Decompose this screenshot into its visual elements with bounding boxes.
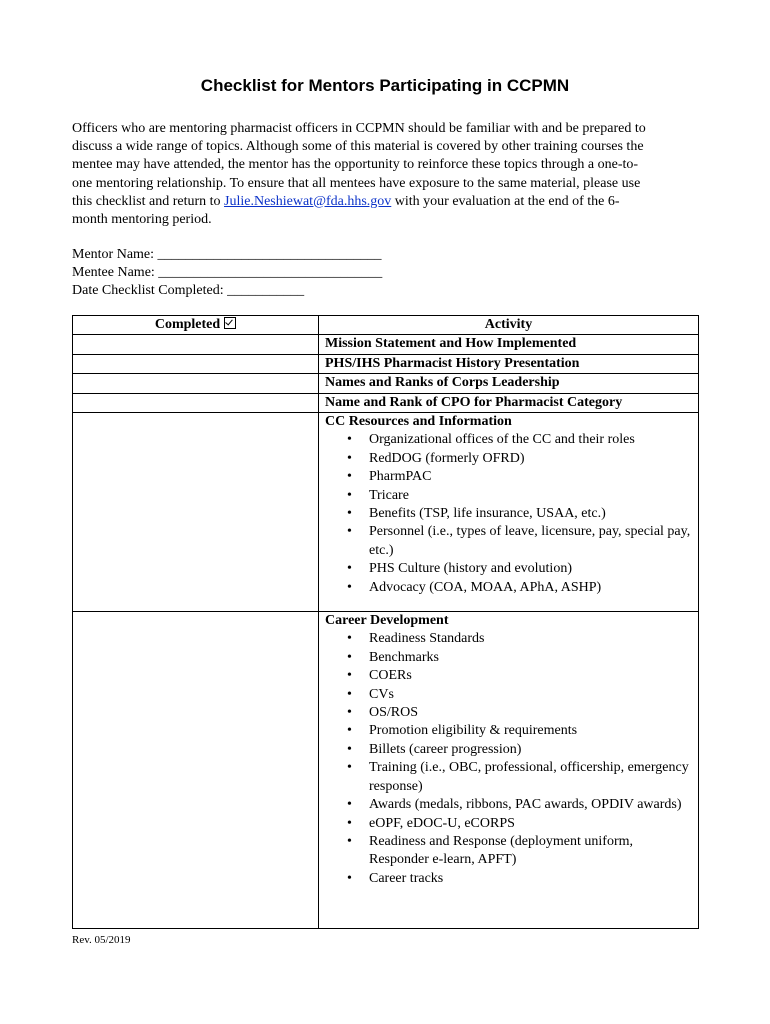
date-completed-field[interactable]: Date Checklist Completed: ___________ — [72, 283, 305, 299]
list-item: • OS/ROS — [369, 704, 692, 722]
list-item: • RedDOG (formerly OFRD) — [369, 450, 692, 468]
section-title: Career Development — [325, 613, 449, 629]
activity-cell: Mission Statement and How Implemented — [319, 335, 699, 354]
activity-cell: PHS/IHS Pharmacist History Presentation — [319, 354, 699, 373]
checklist-table — [72, 315, 699, 929]
page-title: Checklist for Mentors Participating in CCPMN — [200, 76, 570, 95]
bullet-list — [325, 431, 692, 597]
intro-line — [72, 193, 702, 211]
list-item: • Awards (medals, ribbons, PAC awards, OPDIV awards) — [369, 796, 692, 814]
completed-cell[interactable] — [73, 374, 319, 393]
mentor-name-field[interactable]: Mentor Name: ________________________________ — [72, 247, 382, 262]
intro-text: this checklist and return to — [72, 193, 225, 209]
email-link[interactable]: Julie.Neshiewat@fda.hhs.gov — [224, 193, 392, 209]
section-title: CC Resources and Information — [325, 414, 512, 430]
list-item: • CVs — [369, 686, 692, 704]
list-item: • Tricare — [369, 487, 692, 505]
completed-cell[interactable] — [73, 393, 319, 412]
list-item: • Billets (career progression) — [369, 741, 692, 759]
list-item: • Training (i.e., OBC, professional, officership, emergency response) — [369, 759, 692, 796]
table-row — [73, 374, 699, 393]
checkbox-checked-icon — [224, 317, 236, 329]
intro-paragraph — [72, 120, 702, 229]
table-row — [73, 413, 699, 612]
header-activity: Activity — [319, 316, 699, 335]
list-item: • Readiness and Response (deployment uniform, Responder e-learn, APFT) — [369, 833, 692, 870]
mentee-name-field[interactable]: Mentee Name: ________________________________ — [72, 265, 383, 281]
list-item: • Readiness Standards — [369, 630, 692, 648]
activity-cell — [319, 413, 699, 612]
table-header-row — [73, 316, 699, 335]
table-row — [73, 354, 699, 373]
intro-line: Officers who are mentoring pharmacist officers in CCPMN should be familiar with and be prepared to — [72, 121, 646, 136]
completed-cell[interactable] — [73, 335, 319, 354]
intro-line: one mentoring relationship. To ensure that all mentees have exposure to the same material, please use — [72, 175, 641, 191]
intro-line: month mentoring period. — [72, 212, 212, 228]
list-item: • COERs — [369, 667, 692, 685]
list-item: • Organizational offices of the CC and their roles — [369, 431, 692, 449]
list-item: • Personnel (i.e., types of leave, licensure, pay, special pay, etc.) — [369, 523, 692, 560]
completed-cell[interactable] — [73, 413, 319, 612]
table-row — [73, 335, 699, 354]
intro-line: discuss a wide range of topics. Although some of this material is covered by other training courses the — [72, 139, 644, 155]
completed-cell[interactable] — [73, 354, 319, 373]
list-item: • Benefits (TSP, life insurance, USAA, etc.) — [369, 505, 692, 523]
table-row — [73, 393, 699, 412]
activity-cell: Name and Rank of CPO for Pharmacist Category — [319, 393, 699, 412]
intro-text: with your evaluation at the end of the 6- — [391, 193, 620, 209]
list-item: • eOPF, eDOC-U, eCORPS — [369, 815, 692, 833]
list-item: • PharmPAC — [369, 468, 692, 486]
form-fields — [72, 246, 382, 301]
list-item: • Career tracks — [369, 870, 692, 888]
list-item: • Benchmarks — [369, 649, 692, 667]
intro-line: mentee may have attended, the mentor has the opportunity to reinforce these topics through a one-to- — [72, 157, 639, 173]
list-item: • PHS Culture (history and evolution) — [369, 560, 692, 578]
list-item: • Advocacy (COA, MOAA, APhA, ASHP) — [369, 579, 692, 597]
activity-cell: Names and Ranks of Corps Leadership — [319, 374, 699, 393]
bullet-list — [325, 630, 692, 888]
table-row — [73, 612, 699, 929]
header-completed: Completed — [73, 316, 319, 335]
revision-date: Rev. 05/2019 — [72, 934, 131, 946]
list-item: • Promotion eligibility & requirements — [369, 722, 692, 740]
completed-cell[interactable] — [73, 612, 319, 929]
activity-cell — [319, 612, 699, 929]
